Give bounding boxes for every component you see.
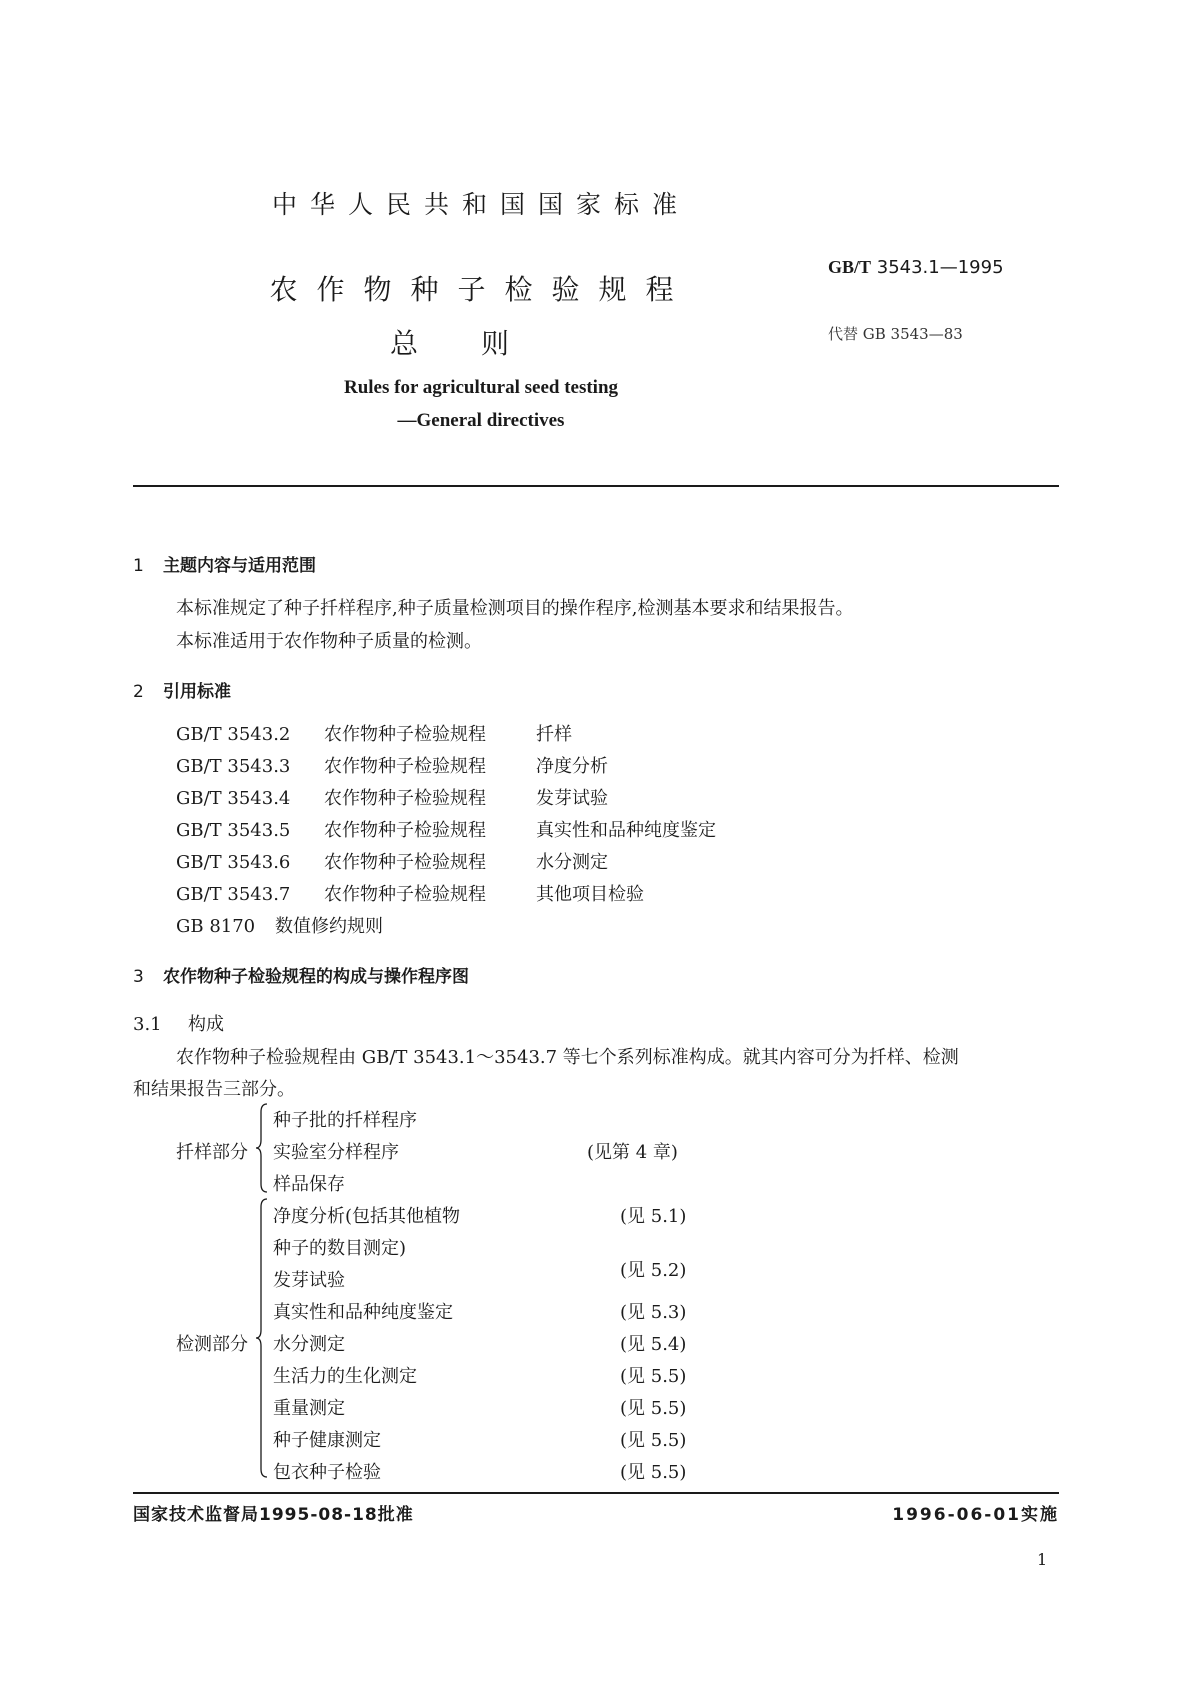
reference-name: 数值修约规则 <box>275 916 383 937</box>
section-2-number: 2 <box>133 682 144 702</box>
reference-name: 农作物种子检验规程 <box>324 820 486 841</box>
header-divider <box>133 485 1059 487</box>
section-3-number: 3 <box>133 967 144 987</box>
reference-item <box>176 720 572 746</box>
sampling-item: 样品保存 <box>273 1174 345 1195</box>
testing-item: 包衣种子检验 <box>273 1462 381 1483</box>
sampling-item: 实验室分样程序 <box>273 1142 399 1163</box>
approval-note: 国家技术监督局1995-08-18批准 <box>133 1505 414 1525</box>
testing-item: 发芽试验 <box>273 1270 345 1291</box>
sampling-item: 种子批的扦样程序 <box>273 1110 417 1131</box>
reference-item <box>176 816 716 842</box>
reference-item <box>176 848 608 874</box>
testing-item: 种子的数目测定) <box>273 1238 407 1259</box>
section-1-number: 1 <box>133 556 144 576</box>
testing-group-label: 检测部分 <box>176 1334 248 1355</box>
reference-code: GB 8170 <box>176 916 256 937</box>
standard-code-prefix: GB/T <box>828 257 872 277</box>
reference-item-gb8170 <box>176 912 383 938</box>
reference-code: GB/T 3543.6 <box>176 852 291 873</box>
reference-code: GB/T 3543.4 <box>176 788 291 809</box>
reference-name: 农作物种子检验规程 <box>324 852 486 873</box>
testing-see-reference: (见 5.5) <box>620 1398 687 1419</box>
section-3-heading <box>133 962 469 987</box>
standard-title: 农作物种子检验规程 <box>269 273 693 306</box>
section-3-paragraph-line-1: 农作物种子检验规程由 GB/T 3543.1～3543.7 等七个系列标准构成。就其内容可分为扦样、检测 <box>176 1047 959 1068</box>
standard-subtitle: 总则 <box>389 327 572 360</box>
footer-divider <box>133 1492 1059 1494</box>
sampling-brace-icon <box>254 1102 270 1194</box>
testing-item: 真实性和品种纯度鉴定 <box>273 1302 453 1323</box>
english-title: Rules for agricultural seed testing <box>343 377 619 398</box>
reference-part: 扦样 <box>536 724 572 745</box>
reference-name: 农作物种子检验规程 <box>324 756 486 777</box>
section-1-heading <box>133 551 316 576</box>
sampling-see-reference: (见第 4 章) <box>587 1142 678 1163</box>
testing-see-reference: (见 5.5) <box>620 1462 687 1483</box>
reference-item <box>176 752 608 778</box>
replaces-standard: 代替 GB 3543—83 <box>828 325 963 343</box>
standard-code-number: 3543.1—1995 <box>876 257 1004 278</box>
testing-see-reference: (见 5.3) <box>620 1302 687 1323</box>
testing-brace-icon <box>254 1197 270 1479</box>
implementation-date: 1996-06-01实施 <box>892 1505 1059 1525</box>
reference-code: GB/T 3543.7 <box>176 884 291 905</box>
testing-see-reference: (见 5.5) <box>620 1366 687 1387</box>
reference-part: 水分测定 <box>536 852 608 873</box>
reference-name: 农作物种子检验规程 <box>324 724 486 745</box>
reference-part: 发芽试验 <box>536 788 608 809</box>
testing-item: 种子健康测定 <box>273 1430 381 1451</box>
section-2-title: 引用标准 <box>163 682 231 702</box>
testing-see-reference: (见 5.2) <box>620 1260 687 1281</box>
testing-see-reference: (见 5.5) <box>620 1430 687 1451</box>
testing-item: 重量测定 <box>273 1398 345 1419</box>
testing-see-reference: (见 5.1) <box>620 1206 687 1227</box>
standard-code <box>828 257 1004 278</box>
reference-part: 真实性和品种纯度鉴定 <box>536 820 716 841</box>
section-2-heading <box>133 677 231 702</box>
reference-name: 农作物种子检验规程 <box>324 884 486 905</box>
section-1-paragraph-1: 本标准规定了种子扦样程序,种子质量检测项目的操作程序,检测基本要求和结果报告。 <box>176 598 854 619</box>
subsection-3-1-title: 构成 <box>188 1014 224 1035</box>
national-standard-heading: 中华人民共和国国家标准 <box>271 190 690 219</box>
reference-part: 其他项目检验 <box>536 884 644 905</box>
reference-code: GB/T 3543.3 <box>176 756 291 777</box>
testing-item: 水分测定 <box>273 1334 345 1355</box>
reference-code: GB/T 3543.2 <box>176 724 291 745</box>
section-3-title: 农作物种子检验规程的构成与操作程序图 <box>163 967 469 987</box>
page-number: 1 <box>1037 1550 1048 1569</box>
reference-item <box>176 784 608 810</box>
reference-code: GB/T 3543.5 <box>176 820 291 841</box>
reference-part: 净度分析 <box>536 756 608 777</box>
testing-see-reference: (见 5.4) <box>620 1334 687 1355</box>
sampling-group-label: 扦样部分 <box>176 1142 248 1163</box>
reference-name: 农作物种子检验规程 <box>324 788 486 809</box>
english-subtitle: —General directives <box>397 410 565 431</box>
section-1-title: 主题内容与适用范围 <box>163 556 316 576</box>
testing-item: 净度分析(包括其他植物 <box>273 1206 461 1227</box>
subsection-3-1-number: 3.1 <box>133 1014 162 1035</box>
reference-item <box>176 880 644 906</box>
testing-item: 生活力的生化测定 <box>273 1366 417 1387</box>
subsection-3-1-heading <box>133 1010 224 1036</box>
section-1-paragraph-2: 本标准适用于农作物种子质量的检测。 <box>176 631 482 652</box>
section-3-paragraph-line-2: 和结果报告三部分。 <box>133 1079 295 1100</box>
